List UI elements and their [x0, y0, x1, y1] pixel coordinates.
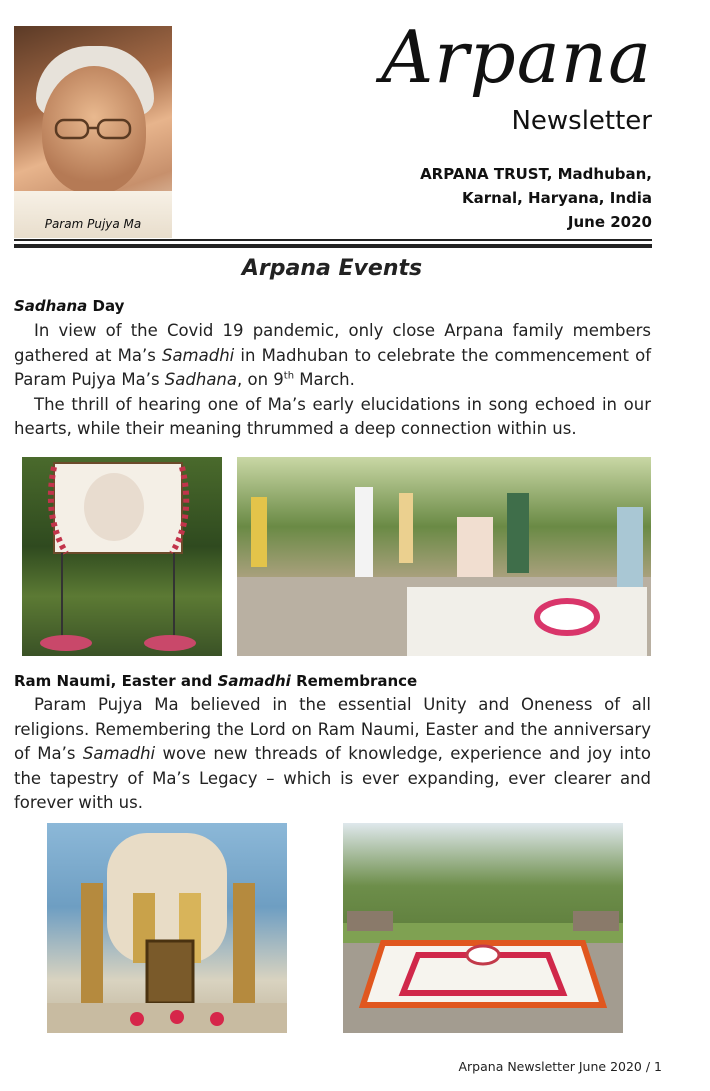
photo-portrait-garland — [22, 457, 222, 656]
photo-gathering-samadhi — [237, 457, 651, 656]
publisher-line: ARPANA TRUST, Madhuban, — [420, 165, 652, 183]
publisher-line: Karnal, Haryana, India — [462, 189, 652, 207]
divider — [14, 244, 652, 248]
article-body — [14, 693, 651, 816]
paragraph: Param Pujya Ma believed in the essential Unity and Oneness of all religions. Remembering the Lord on Ram Naumi, Easter and the anniversary of Ma’s Samadhi wove new threads of knowledge, experience and joy into the tapestry of Ma’s Legacy – which is ever expanding, ever clearer and forever with us. — [14, 695, 651, 812]
portrait-caption: Param Pujya Ma — [44, 217, 142, 231]
paragraph: The thrill of hearing one of Ma’s early elucidations in song echoed in our hearts, while their meaning thrummed a deep connection within us. — [14, 394, 651, 438]
publisher-info — [420, 162, 652, 234]
issue-date: June 2020 — [567, 213, 652, 231]
article-heading: Ram Naumi, Easter and Samadhi Remembrance — [14, 672, 418, 690]
article-heading: Sadhana Day — [14, 297, 125, 315]
masthead-subtitle: Newsletter — [511, 106, 652, 136]
photo-altar-deities — [47, 823, 287, 1033]
paragraph: In view of the Covid 19 pandemic, only close Arpana family members gathered at Ma’s Samadhi in Madhuban to celebrate the commencement of Param Pujya Ma’s Sadhana, on 9th March. — [14, 321, 651, 389]
section-title: Arpana Events — [241, 256, 423, 281]
article-body — [14, 319, 651, 442]
masthead-title: Arpana — [381, 15, 652, 99]
page-footer: Arpana Newsletter June 2020 / 1 — [458, 1059, 662, 1074]
photo-samadhi-flowers — [343, 823, 623, 1033]
portrait-photo — [14, 26, 172, 238]
divider — [14, 239, 652, 241]
